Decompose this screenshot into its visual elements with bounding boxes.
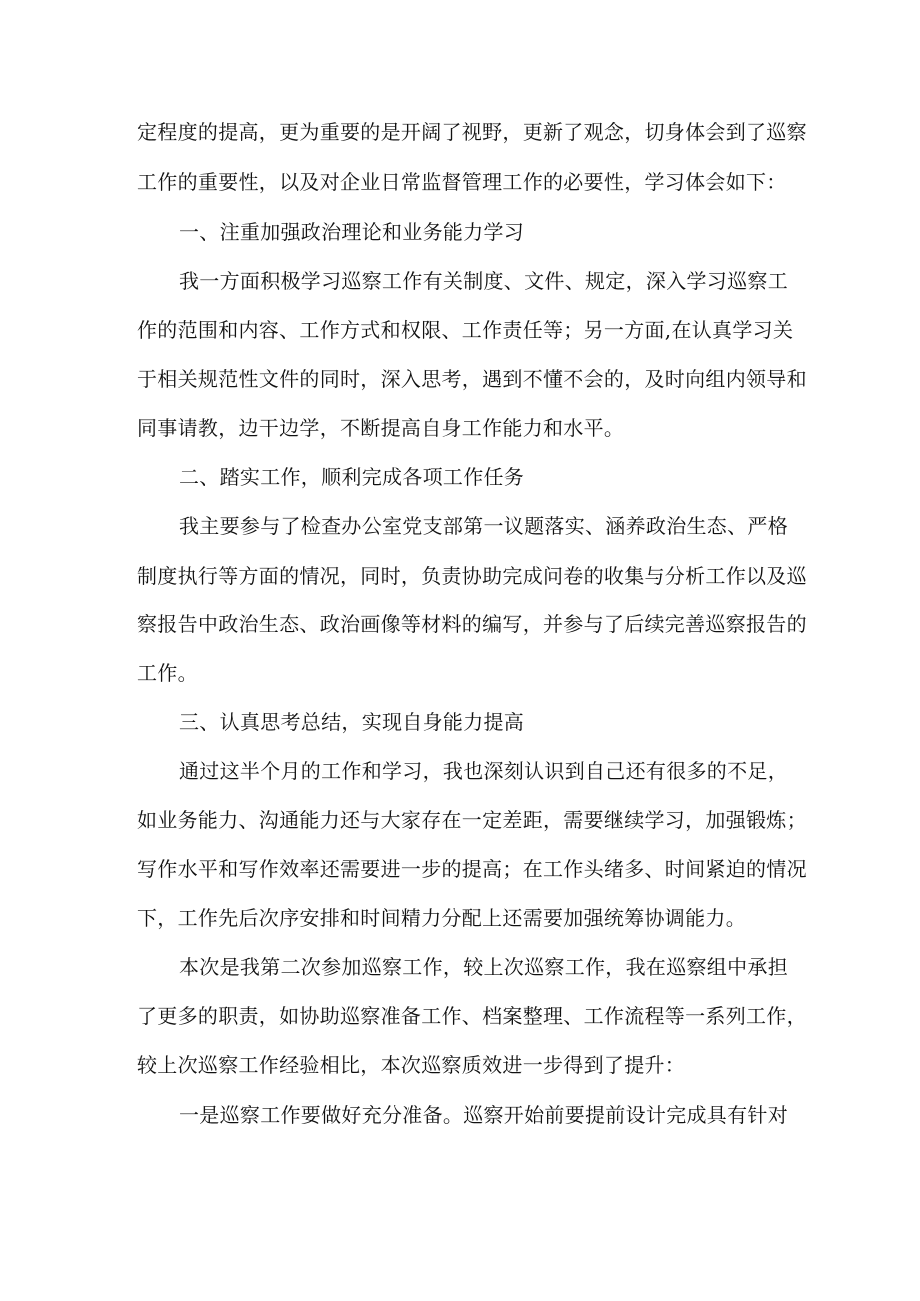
text-line: 于相关规范性文件的同时，深入思考，遇到不懂不会的，及时向组内领导和 — [137, 367, 807, 391]
text-line: 作的范围和内容、工作方式和权限、工作责任等；另一方面,在认真学习关 — [137, 318, 794, 342]
text-line: 了更多的职责，如协助巡察准备工作、档案整理、工作流程等一系列工作， — [137, 1004, 807, 1028]
section-heading: 三、认真思考总结，实现自身能力提高 — [179, 710, 525, 734]
text-line: 较上次巡察工作经验相比，本次巡察质效进一步得到了提升： — [137, 1053, 686, 1077]
text-line: 工作。 — [137, 661, 198, 685]
text-line: 工作的重要性，以及对企业日常监督管理工作的必要性，学习体会如下： — [137, 170, 787, 194]
text-line: 我主要参与了检查办公室党支部第一议题落实、涵养政治生态、严格 — [179, 514, 788, 538]
text-line: 写作水平和写作效率还需要进一步的提高；在工作头绪多、时间紧迫的情况 — [137, 857, 807, 881]
text-line: 同事请教，边干边学，不断提高自身工作能力和水平。 — [137, 416, 625, 440]
text-line: 察报告中政治生态、政治画像等材料的编写，并参与了后续完善巡察报告的 — [137, 612, 807, 636]
text-line: 本次是我第二次参加巡察工作，较上次巡察工作，我在巡察组中承担 — [179, 955, 788, 979]
text-line: 一是巡察工作要做好充分准备。巡察开始前要提前设计完成具有针对 — [179, 1103, 788, 1127]
text-line: 如业务能力、沟通能力还与大家存在一定差距，需要继续学习，加强锻炼； — [137, 808, 807, 832]
section-heading: 二、踏实工作，顺利完成各项工作任务 — [179, 465, 525, 489]
text-line: 定程度的提高，更为重要的是开阔了视野，更新了观念，切身体会到了巡察 — [137, 120, 807, 144]
section-heading: 一、注重加强政治理论和业务能力学习 — [179, 220, 525, 244]
text-line: 制度执行等方面的情况，同时，负责协助完成问卷的收集与分析工作以及巡 — [137, 564, 807, 588]
text-line: 通过这半个月的工作和学习，我也深刻认识到自己还有很多的不足， — [179, 759, 788, 783]
text-line: 下，工作先后次序安排和时间精力分配上还需要加强统筹协调能力。 — [137, 906, 746, 930]
text-line: 我一方面积极学习巡察工作有关制度、文件、规定，深入学习巡察工 — [179, 269, 788, 293]
